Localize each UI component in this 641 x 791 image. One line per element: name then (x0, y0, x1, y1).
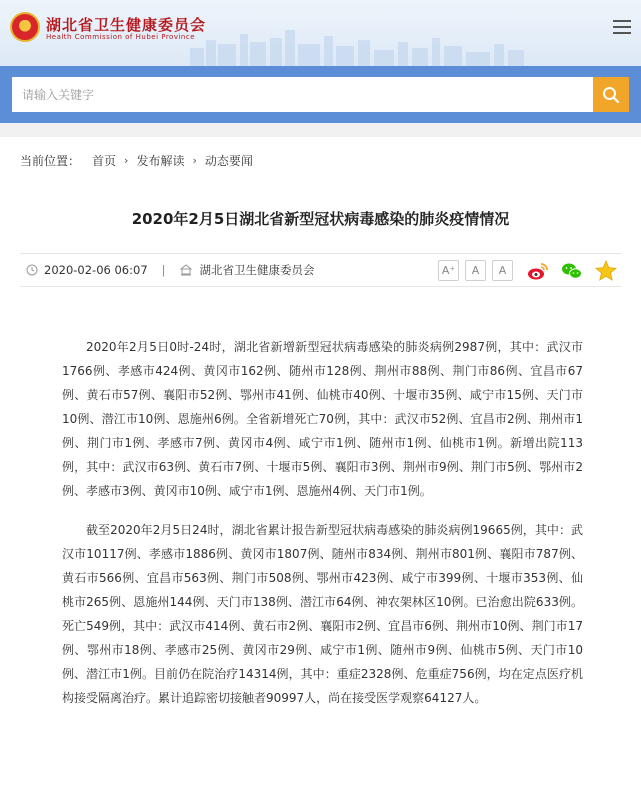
breadcrumb-news[interactable]: 动态要闻 (204, 153, 253, 168)
breadcrumb-prefix: 当前位置： (20, 153, 81, 168)
font-size-controls (438, 260, 513, 281)
article-source: 湖北省卫生健康委员会 (199, 263, 315, 277)
national-emblem-icon (10, 12, 40, 42)
site-name-english: Health Commission of Hubei Province (46, 33, 196, 41)
chevron-right-icon: › (124, 153, 129, 167)
article-paragraph: 截至2020年2月5日24时，湖北省累计报告新型冠状病毒感染的肺炎病例19665例，其中：武汉市10117例、孝感市1886例、黄冈市1807例、随州市834例、荆州市801例、襄阳市787例、黄石市566例、宜昌市563例、荆门市508例、鄂州市423例、咸宁市399例、十堰市353例、仙桃市265例、恩施州144例、天门市138例、潜江市64例、神农架林区10例。已治愈出院633例。死亡549例，其中：武汉市414例、黄石市2例、襄阳市2例、宜昌市6例、荆州市10例、荆门市17例、鄂州市18例、孝感市25例、黄冈市29例、咸宁市1例、随州市9例、仙桃市5例、天门市10例、潜江市1例。目前仍在院治疗14314例，其中：重症2328例、危重症756例，均在定点医疗机构接受隔离治疗。累计追踪密切接触者90997人，尚在接受医学观察64127人。 (62, 523, 583, 705)
clock-icon (26, 264, 38, 276)
search-input[interactable] (12, 77, 593, 112)
breadcrumb-home[interactable]: 首页 (92, 153, 117, 168)
hamburger-menu-icon[interactable] (613, 20, 631, 34)
publisher-icon (180, 264, 192, 276)
search-button[interactable] (593, 77, 629, 112)
site-header (0, 0, 641, 66)
breadcrumb-release-interpretation[interactable]: 发布解读 (136, 153, 185, 168)
font-size-medium-button[interactable]: A (465, 260, 486, 281)
search-icon (602, 86, 620, 104)
chevron-right-icon: › (192, 153, 197, 167)
article-content (0, 287, 641, 710)
favorite-star-icon[interactable] (594, 259, 618, 283)
search-bar (0, 66, 641, 123)
publish-date: 2020-02-06 06:07 (44, 263, 148, 277)
wechat-icon[interactable] (560, 259, 584, 283)
font-size-small-button[interactable]: A (492, 260, 513, 281)
share-buttons (526, 259, 618, 283)
breadcrumb (0, 137, 641, 183)
article-title: 2020年2月5日湖北省新型冠状病毒感染的肺炎疫情情况 (131, 210, 510, 228)
weibo-icon[interactable] (526, 259, 550, 283)
article-paragraph: 2020年2月5日0时-24时，湖北省新增新型冠状病毒感染的肺炎病例2987例，其中：武汉市1766例、孝感市424例、黄冈市162例、随州市128例、荆州市88例、荆门市86例、宜昌市67例、黄石市57例、襄阳市52例、鄂州市41例、仙桃市40例、十堰市35例、咸宁市15例、天门市10例、潜江市10例、恩施州6例。全省新增死亡70例，其中：武汉市52例、宜昌市2例、荆州市1例、荆门市1例、孝感市7例、黄冈市4例、咸宁市1例、随州市1例、仙桃市1例。新增出院113例，其中：武汉市63例、黄石市7例、十堰市5例、襄阳市3例、荆州市9例、荆门市5例、鄂州市2例、孝感市3例、黄冈市10例、咸宁市1例、恩施州4例、天门市1例。 (62, 340, 583, 498)
section-divider (0, 123, 641, 137)
font-size-large-button[interactable]: A⁺ (438, 260, 459, 281)
meta-separator: | (161, 263, 166, 277)
article-meta-bar (20, 253, 621, 287)
site-name[interactable]: 湖北省卫生健康委员会 (46, 16, 207, 34)
